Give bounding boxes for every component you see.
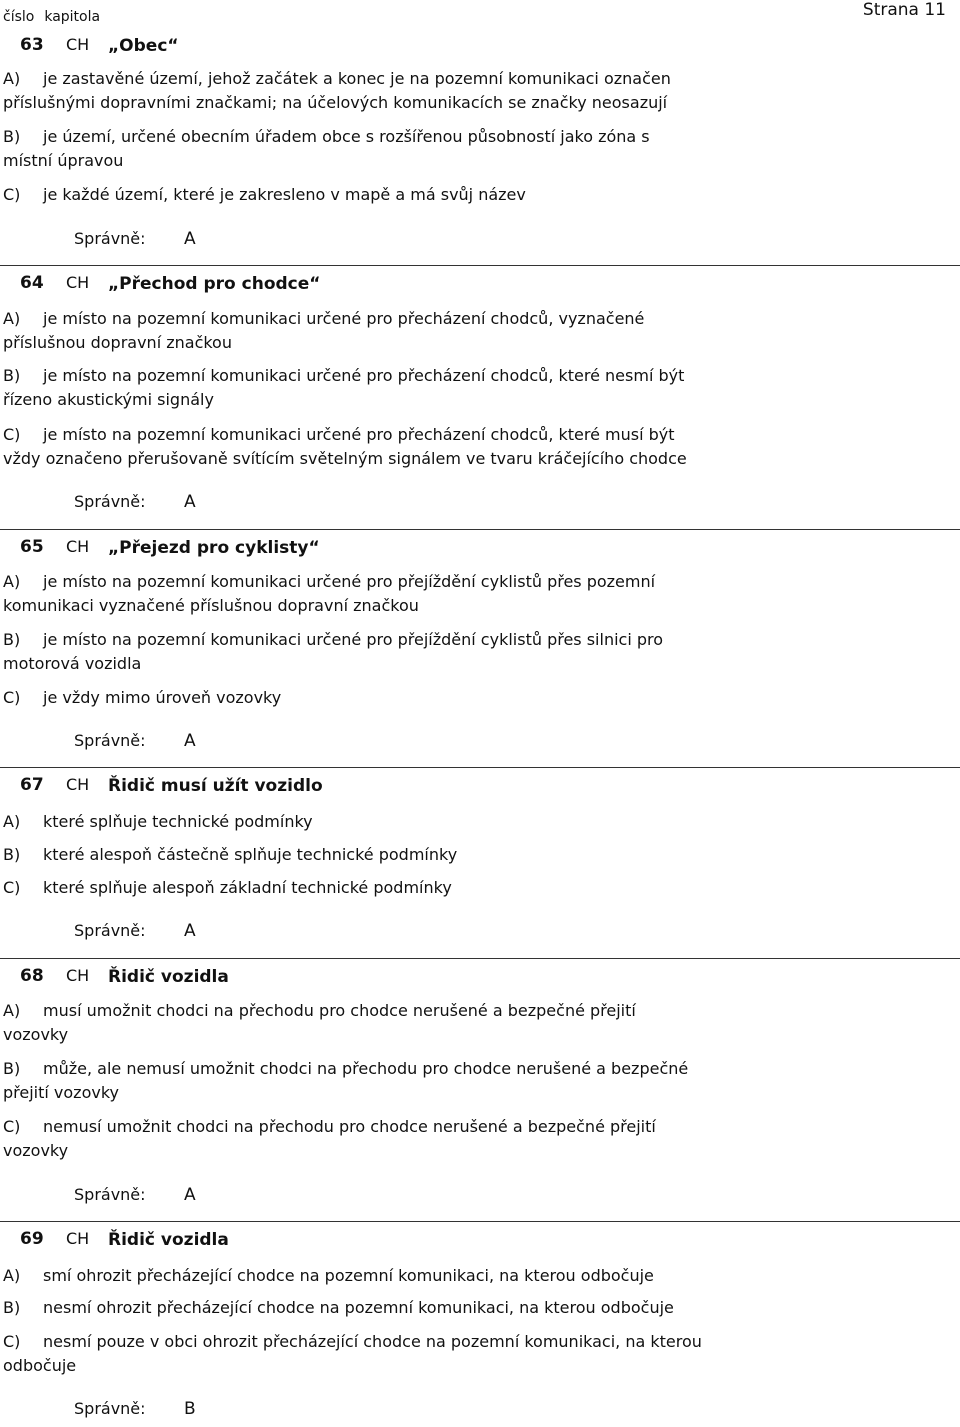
answer-text: je místo na pozemní komunikaci určené pro přecházení chodců, které musí být vždy označeno přerušovaně svítícím světelným signálem ve tvaru kráčejícího chodce <box>3 425 687 468</box>
answer-letter: C) <box>3 185 21 204</box>
answer-text: smí ohrozit přecházející chodce na pozemní komunikaci, na kterou odbočuje <box>43 1266 654 1285</box>
answer-text: nesmí pouze v obci ohrozit přecházející chodce na pozemní komunikaci, na kterou odbočuje <box>3 1332 702 1375</box>
answer-letter: A) <box>3 1001 21 1020</box>
question-number: 68 <box>20 966 44 986</box>
correct-value: A <box>184 1185 196 1205</box>
answer-option <box>3 1264 703 1288</box>
answer-option <box>3 810 703 834</box>
answer-text: je území, určené obecním úřadem obce s rozšířenou působností jako zóna s místní úpravou <box>3 127 650 170</box>
answer-option <box>3 1115 703 1163</box>
answer-text: které splňuje alespoň základní technické podmínky <box>43 878 452 897</box>
question-number: 64 <box>20 273 44 293</box>
answer-option <box>3 423 703 471</box>
question-chapter: CH <box>66 966 90 985</box>
answer-option <box>3 183 703 207</box>
answer-option <box>3 125 703 173</box>
question-number: 69 <box>20 1229 44 1249</box>
answer-text: může, ale nemusí umožnit chodci na přechodu pro chodce nerušené a bezpečné přejití vozovky <box>3 1059 689 1102</box>
answer-option <box>3 364 703 412</box>
question-chapter: CH <box>66 1229 90 1248</box>
column-chapter-label: kapitola <box>44 9 101 25</box>
answer-letter: A) <box>3 572 21 591</box>
answer-letter: A) <box>3 309 21 328</box>
column-headers <box>3 9 110 25</box>
answer-letter: B) <box>3 845 21 864</box>
answer-letter: B) <box>3 1059 21 1078</box>
answer-letter: B) <box>3 127 21 146</box>
correct-label: Správně: <box>74 731 146 750</box>
answer-letter: B) <box>3 630 21 649</box>
question-number: 63 <box>20 35 44 55</box>
answer-option <box>3 999 703 1047</box>
answer-text: je místo na pozemní komunikaci určené pro přecházení chodců, které nesmí být řízeno akustickými signály <box>3 366 685 409</box>
question-header <box>0 265 960 300</box>
answer-option <box>3 876 703 900</box>
question-title: „Přejezd pro cyklisty“ <box>108 538 320 558</box>
correct-label: Správně: <box>74 229 146 248</box>
page-number: Strana 11 <box>862 0 946 20</box>
answer-text: které splňuje technické podmínky <box>43 812 313 831</box>
correct-label: Správně: <box>74 1185 146 1204</box>
question-number: 67 <box>20 775 44 795</box>
answer-option <box>3 1296 703 1320</box>
answer-letter: A) <box>3 1266 21 1285</box>
question-number: 65 <box>20 537 44 557</box>
answer-letter: C) <box>3 688 21 707</box>
answer-option <box>3 307 703 355</box>
correct-label: Správně: <box>74 921 146 940</box>
question-chapter: CH <box>66 35 90 54</box>
correct-label: Správně: <box>74 1399 146 1418</box>
answer-option <box>3 570 703 618</box>
correct-answer <box>74 731 196 759</box>
answer-option <box>3 686 703 710</box>
answer-option <box>3 67 703 115</box>
correct-answer <box>74 229 196 257</box>
answer-option <box>3 1330 703 1378</box>
question-header <box>0 28 960 62</box>
answer-text: je místo na pozemní komunikaci určené pro přejíždění cyklistů přes pozemní komunikaci vyznačené příslušnou dopravní značkou <box>3 572 656 615</box>
answer-text: které alespoň částečně splňuje technické podmínky <box>43 845 458 864</box>
correct-answer <box>74 1185 196 1213</box>
correct-value: A <box>184 921 196 941</box>
question-header <box>0 958 960 993</box>
question-title: Řidič vozidla <box>108 967 229 987</box>
question-header <box>0 529 960 564</box>
answer-text: nemusí umožnit chodci na přechodu pro chodce nerušené a bezpečné přejití vozovky <box>3 1117 656 1160</box>
question-title: Řidič vozidla <box>108 1230 229 1250</box>
answer-letter: C) <box>3 1117 21 1136</box>
answer-text: je zastavěné území, jehož začátek a konec je na pozemní komunikaci označen příslušnými dopravními značkami; na účelových komunikacích se značky neosazují <box>3 69 671 112</box>
question-title: „Přechod pro chodce“ <box>108 274 321 294</box>
answer-letter: A) <box>3 812 21 831</box>
answer-letter: B) <box>3 1298 21 1317</box>
page-header <box>0 0 960 30</box>
question-title: „Obec“ <box>108 36 179 56</box>
answer-option <box>3 1057 703 1105</box>
question-header <box>0 1221 960 1256</box>
correct-value: A <box>184 492 196 512</box>
column-number-label: číslo <box>3 9 35 25</box>
answer-letter: A) <box>3 69 21 88</box>
answer-text: je vždy mimo úroveň vozovky <box>43 688 282 707</box>
correct-answer <box>74 492 196 520</box>
answer-text: je každé území, které je zakresleno v mapě a má svůj název <box>43 185 526 204</box>
answer-text: je místo na pozemní komunikaci určené pro přejíždění cyklistů přes silnici pro motorová vozidla <box>3 630 664 673</box>
answer-letter: B) <box>3 366 21 385</box>
answer-letter: C) <box>3 425 21 444</box>
correct-answer <box>74 921 196 949</box>
correct-value: A <box>184 731 196 751</box>
correct-label: Správně: <box>74 492 146 511</box>
answer-option <box>3 843 703 867</box>
answer-option <box>3 628 703 676</box>
question-chapter: CH <box>66 775 90 794</box>
answer-letter: C) <box>3 878 21 897</box>
correct-value: A <box>184 229 196 249</box>
answer-text: musí umožnit chodci na přechodu pro chodce nerušené a bezpečné přejití vozovky <box>3 1001 636 1044</box>
answer-text: nesmí ohrozit přecházející chodce na pozemní komunikaci, na kterou odbočuje <box>43 1298 674 1317</box>
question-header <box>0 767 960 802</box>
question-chapter: CH <box>66 537 90 556</box>
correct-value: B <box>184 1399 196 1419</box>
question-chapter: CH <box>66 273 90 292</box>
question-title: Řidič musí užít vozidlo <box>108 776 323 796</box>
answer-text: je místo na pozemní komunikaci určené pro přecházení chodců, vyznačené příslušnou dopravní značkou <box>3 309 645 352</box>
answer-letter: C) <box>3 1332 21 1351</box>
